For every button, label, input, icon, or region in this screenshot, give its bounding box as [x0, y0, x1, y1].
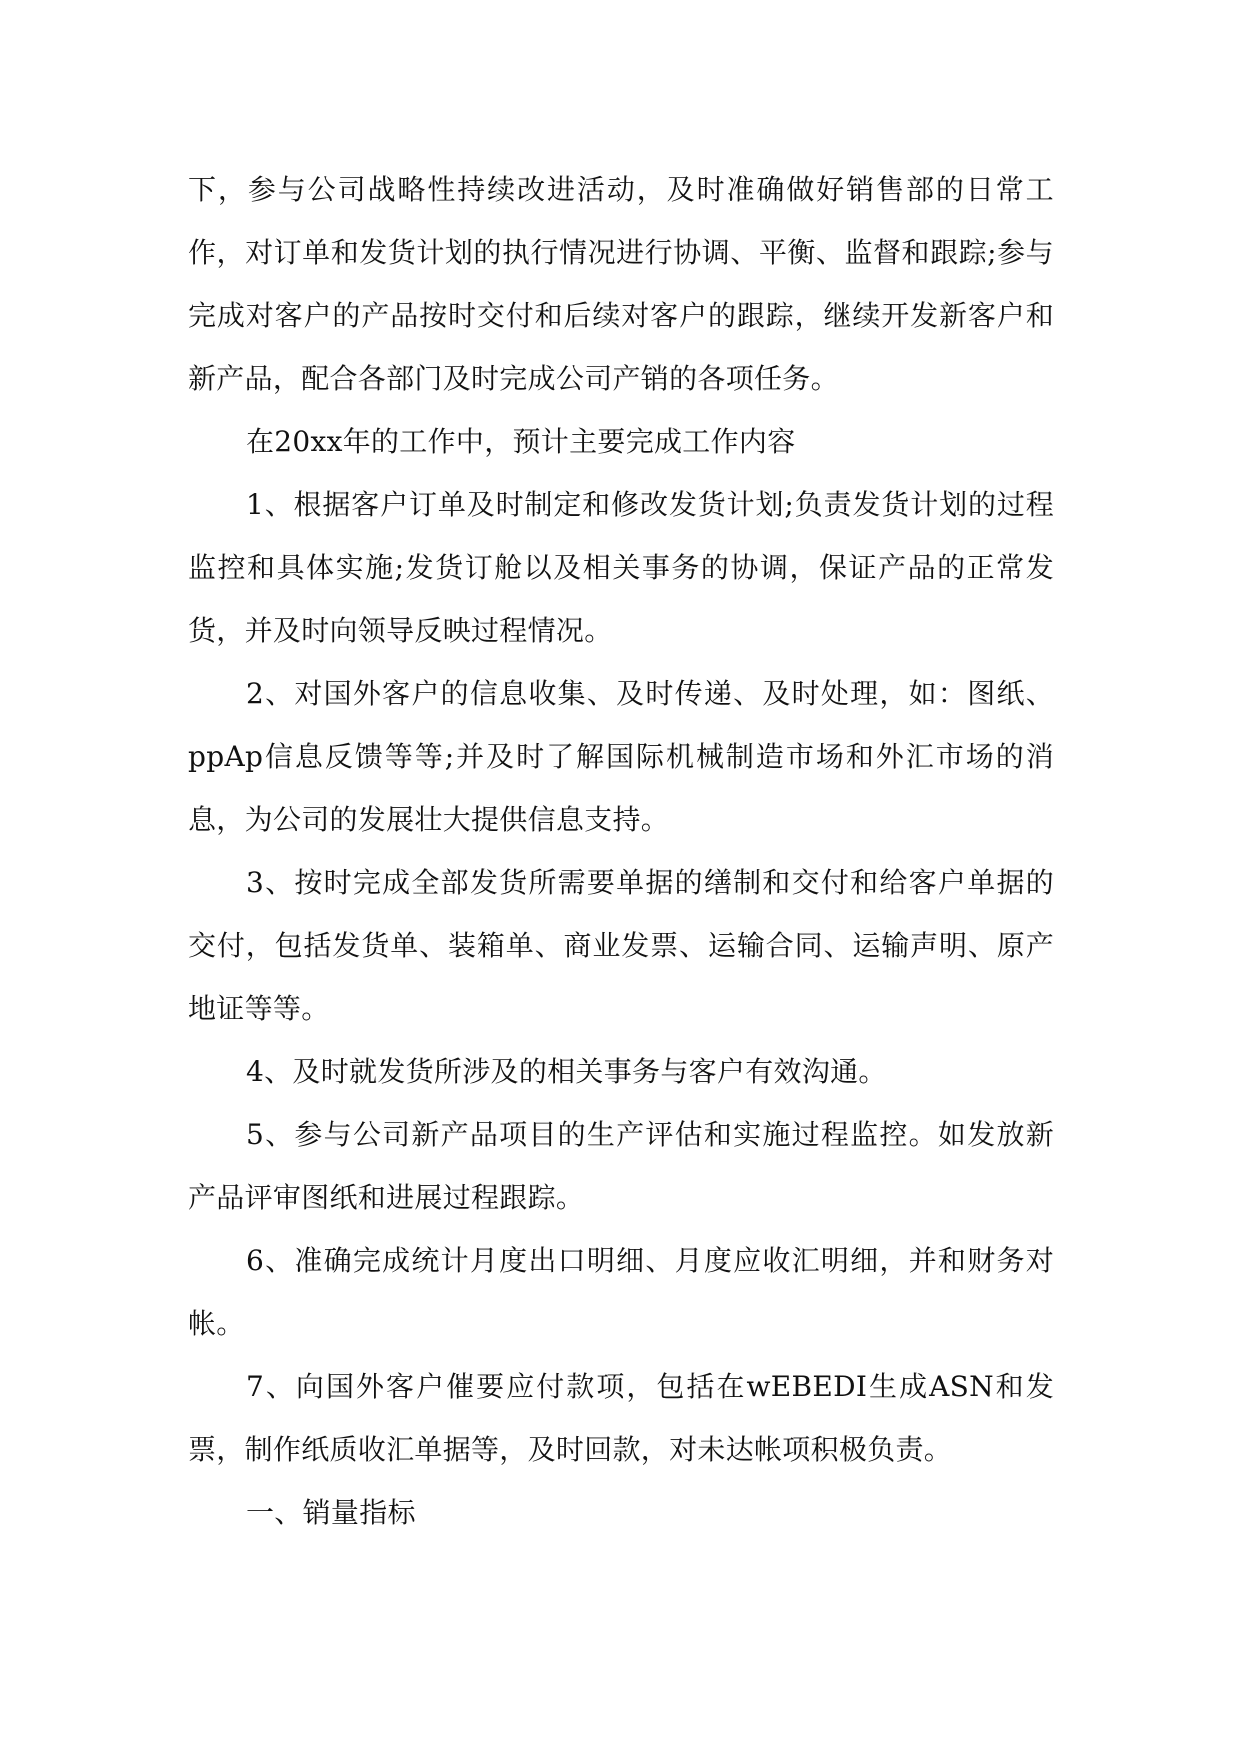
paragraph-item-1: 1、根据客户订单及时制定和修改发货计划;负责发货计划的过程监控和具体实施;发货订舱以及相关事务的协调，保证产品的正常发货，并及时向领导反映过程情况。	[188, 488, 1054, 647]
paragraph-item-5: 5、参与公司新产品项目的生产评估和实施过程监控。如发放新产品评审图纸和进展过程跟踪。	[188, 1118, 1054, 1214]
paragraph-work-intro: 在20xx年的工作中，预计主要完成工作内容	[246, 425, 796, 458]
document-body	[188, 158, 1054, 1544]
paragraph-continuation: 下，参与公司战略性持续改进活动，及时准确做好销售部的日常工作，对订单和发货计划的执行情况进行协调、平衡、监督和跟踪;参与完成对客户的产品按时交付和后续对客户的跟踪，继续开发新客户和新产品，配合各部门及时完成公司产销的各项任务。	[188, 173, 1054, 395]
section-heading-sales-target: 一、销量指标	[246, 1496, 416, 1529]
paragraph-item-6: 6、准确完成统计月度出口明细、月度应收汇明细，并和财务对帐。	[188, 1244, 1054, 1340]
paragraph-item-7: 7、向国外客户催要应付款项，包括在wEBEDI生成ASN和发票，制作纸质收汇单据等，及时回款，对未达帐项积极负责。	[188, 1370, 1054, 1466]
paragraph-item-4: 4、及时就发货所涉及的相关事务与客户有效沟通。	[246, 1055, 887, 1088]
paragraph-item-3: 3、按时完成全部发货所需要单据的缮制和交付和给客户单据的交付，包括发货单、装箱单、商业发票、运输合同、运输声明、原产地证等等。	[188, 866, 1054, 1025]
paragraph-item-2: 2、对国外客户的信息收集、及时传递、及时处理，如：图纸、ppAp信息反馈等等;并及时了解国际机械制造市场和外汇市场的消息，为公司的发展壮大提供信息支持。	[188, 677, 1054, 836]
